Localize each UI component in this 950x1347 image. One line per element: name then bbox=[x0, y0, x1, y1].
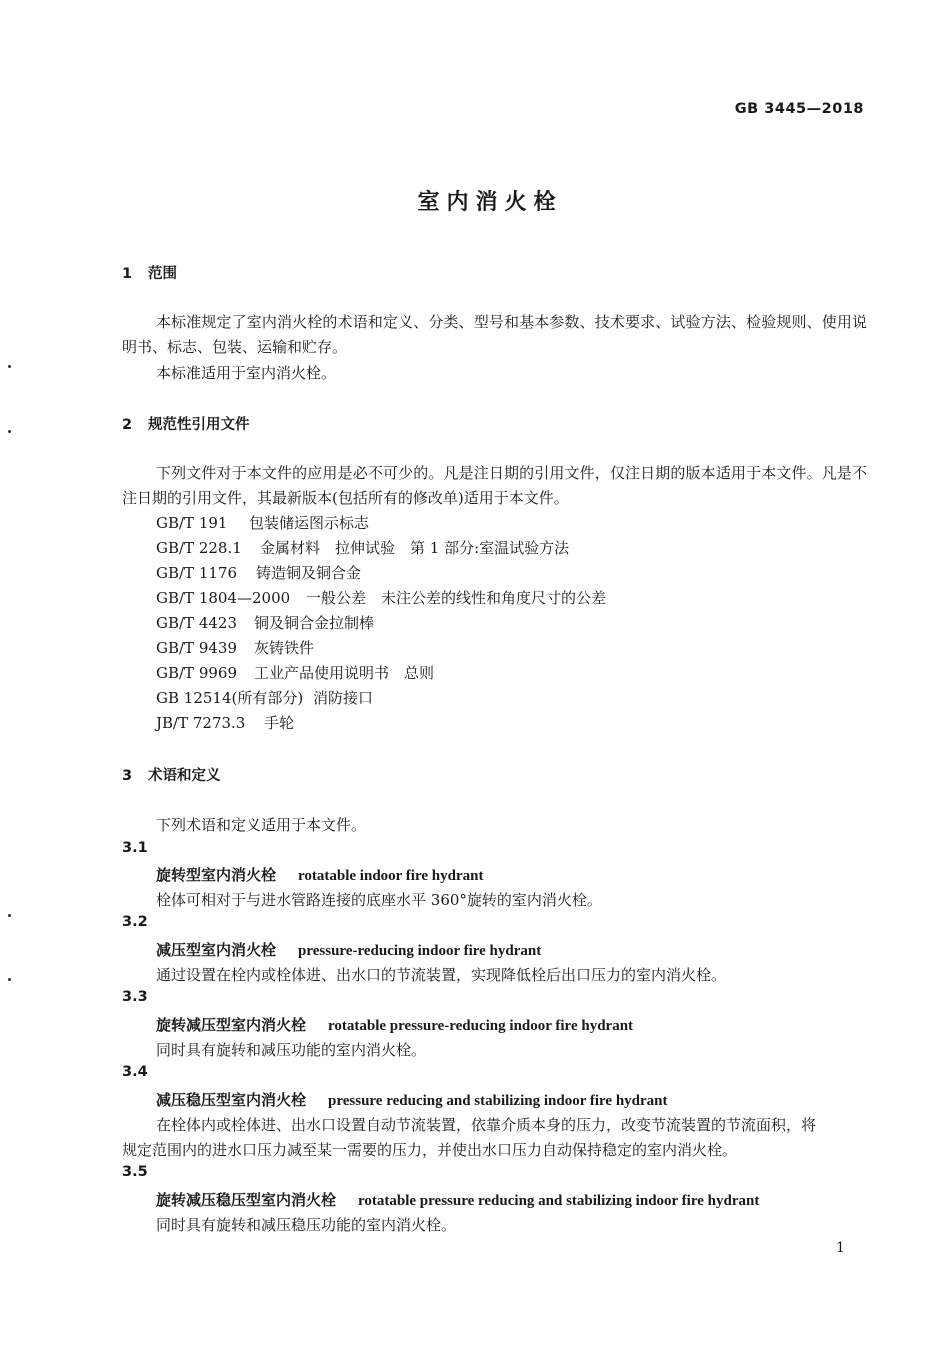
term-definition: 栓体可相对于与进水管路连接的底座水平 360°旋转的室内消火栓。 bbox=[156, 891, 602, 909]
term-en: pressure reducing and stabilizing indoor fire hydrant bbox=[328, 1093, 668, 1109]
term-definition: 通过设置在栓内或栓体进、出水口的节流装置，实现降低栓后出口压力的室内消火栓。 bbox=[156, 966, 727, 984]
reference-item: GB/T 1176 铸造铜及铜合金 bbox=[156, 564, 362, 582]
section-number: 3 bbox=[122, 768, 133, 784]
term-zh: 减压型室内消火栓 bbox=[156, 941, 277, 959]
section-title: 范围 bbox=[148, 266, 177, 282]
scan-mark bbox=[8, 914, 11, 917]
section-number: 2 bbox=[122, 417, 133, 433]
section-1-heading bbox=[122, 262, 177, 283]
page-number: 1 bbox=[836, 1240, 845, 1256]
term-definition: 同时具有旋转和减压稳压功能的室内消火栓。 bbox=[156, 1216, 457, 1234]
section-1-paragraph-1: 本标准规定了室内消火栓的术语和定义、分类、型号和基本参数、技术要求、试验方法、检验规则、使用说明书、标志、包装、运输和贮存。 bbox=[122, 313, 867, 356]
section-3-heading bbox=[122, 764, 221, 785]
clause-number: 3.5 bbox=[122, 1164, 148, 1180]
clause-number: 3.4 bbox=[122, 1064, 148, 1080]
standard-code: GB 3445—2018 bbox=[734, 101, 864, 117]
section-number: 1 bbox=[122, 266, 133, 282]
term-en: rotatable indoor fire hydrant bbox=[298, 868, 484, 884]
term-definition: 同时具有旋转和减压功能的室内消火栓。 bbox=[156, 1041, 427, 1059]
term-entry bbox=[156, 1014, 633, 1035]
reference-item: GB/T 1804—2000 一般公差 未注公差的线性和角度尺寸的公差 bbox=[156, 589, 607, 607]
section-title: 规范性引用文件 bbox=[148, 417, 250, 433]
term-entry bbox=[156, 939, 541, 960]
clause-number: 3.3 bbox=[122, 989, 148, 1005]
term-entry bbox=[156, 1089, 668, 1110]
reference-item: GB/T 9969 工业产品使用说明书 总则 bbox=[156, 664, 435, 682]
term-zh: 减压稳压型室内消火栓 bbox=[156, 1091, 307, 1109]
term-en: pressure-reducing indoor fire hydrant bbox=[298, 943, 542, 959]
term-zh: 旋转减压稳压型室内消火栓 bbox=[156, 1191, 337, 1209]
term-definition: 在栓体内或栓体进、出水口设置自动节流装置，依靠介质本身的压力，改变节流装置的节流面积，将 bbox=[156, 1116, 817, 1134]
scan-mark bbox=[8, 365, 11, 368]
section-title: 术语和定义 bbox=[148, 768, 221, 784]
term-zh: 旋转减压型室内消火栓 bbox=[156, 1016, 307, 1034]
term-en: rotatable pressure reducing and stabilizing indoor fire hydrant bbox=[358, 1193, 760, 1209]
reference-item: GB/T 9439 灰铸铁件 bbox=[156, 639, 315, 657]
term-zh: 旋转型室内消火栓 bbox=[156, 866, 277, 884]
clause-number: 3.2 bbox=[122, 914, 148, 930]
reference-item: GB/T 191 包装储运图示标志 bbox=[156, 514, 370, 532]
scan-mark bbox=[8, 978, 11, 981]
reference-item: GB 12514(所有部分) 消防接口 bbox=[156, 689, 374, 707]
reference-item: GB/T 228.1 金属材料 拉伸试验 第 1 部分:室温试验方法 bbox=[156, 539, 570, 557]
section-2-heading bbox=[122, 413, 250, 434]
section-3-paragraph-1: 下列术语和定义适用于本文件。 bbox=[156, 816, 367, 834]
document-title: 室内消火栓 bbox=[417, 190, 563, 215]
clause-number: 3.1 bbox=[122, 840, 148, 856]
term-en: rotatable pressure-reducing indoor fire hydrant bbox=[328, 1018, 634, 1034]
term-entry bbox=[156, 864, 483, 885]
term-definition-continued: 规定范围内的进水口压力减至某一需要的压力，并使出水口压力自动保持稳定的室内消火栓。 bbox=[122, 1141, 738, 1159]
scan-mark bbox=[8, 430, 11, 433]
term-entry bbox=[156, 1189, 759, 1210]
section-2-paragraph-1: 下列文件对于本文件的应用是必不可少的。凡是注日期的引用文件，仅注日期的版本适用于本文件。凡是不注日期的引用文件，其最新版本(包括所有的修改单)适用于本文件。 bbox=[122, 464, 867, 507]
reference-item: GB/T 4423 铜及铜合金拉制棒 bbox=[156, 614, 375, 632]
section-1-paragraph-2: 本标准适用于室内消火栓。 bbox=[156, 364, 337, 382]
reference-item: JB/T 7273.3 手轮 bbox=[156, 714, 295, 732]
